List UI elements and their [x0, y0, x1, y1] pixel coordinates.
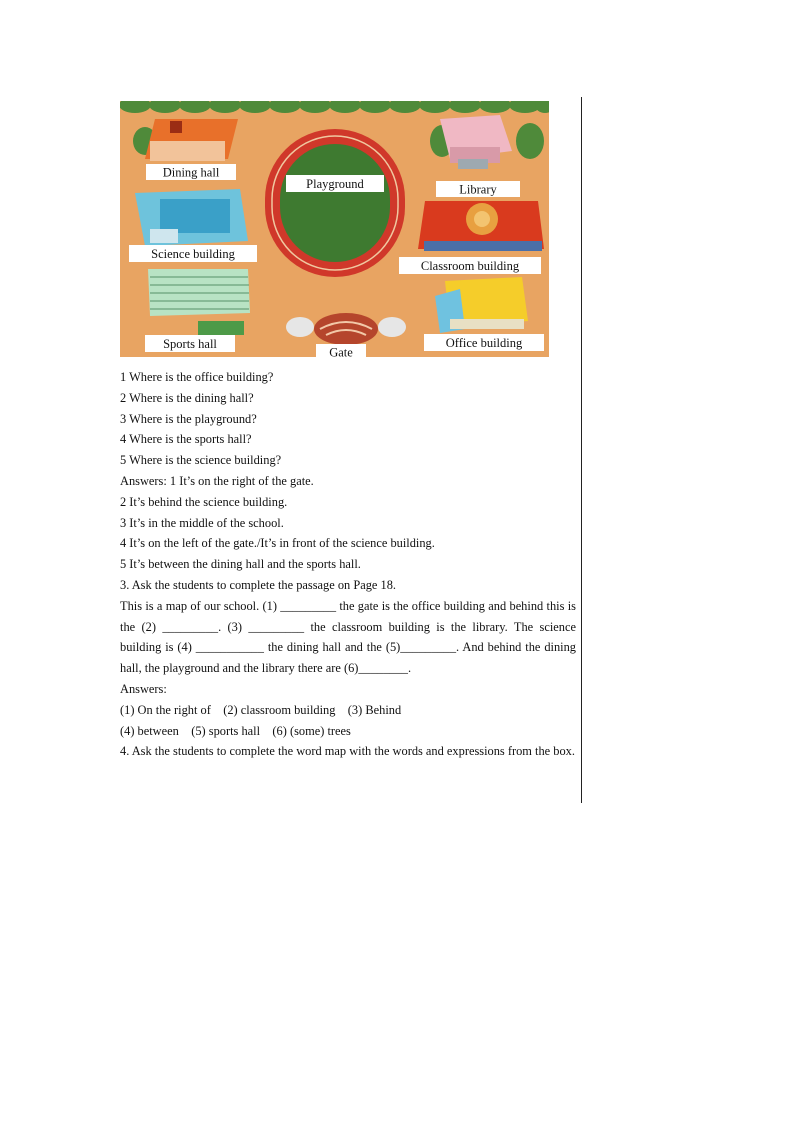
passage-answer: (4) between (5) sports hall (6) (some) trees	[120, 723, 351, 738]
question: 2 Where is the dining hall?	[120, 390, 254, 405]
label-gate: Gate	[329, 345, 353, 357]
question: 1 Where is the office building?	[120, 370, 274, 384]
step-4-instruction: 4. Ask the students to complete the word map with the words and expressions from the box.	[120, 744, 575, 759]
lesson-text	[120, 367, 576, 762]
question: 5 Where is the science building?	[120, 453, 282, 468]
label-science-building: Science building	[151, 247, 235, 261]
label-sports-hall: Sports hall	[163, 337, 217, 351]
passage: This is a map of our school. (1) _________ the gate is the office building and behind this is the (2) _________. (3) _________ the classroom building is the library. The science building is (4) ___________ the dining hall and the (5)_________. And behind the dining hall, the playground and the library there are (6)________.	[120, 598, 576, 676]
answer: 2 It’s behind the science building.	[120, 494, 288, 509]
label-library: Library	[459, 182, 497, 197]
margin-rule	[581, 97, 582, 803]
science-building-shape	[135, 189, 248, 246]
classroom-building-shape	[418, 201, 544, 251]
answer: 4 It’s on the left of the gate./It’s in front of the science building.	[120, 536, 435, 551]
playground-track	[265, 129, 405, 277]
office-building-shape	[435, 277, 528, 333]
answers-heading-1: Answers: 1 It’s on the right of the gate.	[120, 473, 314, 488]
label-classroom-building: Classroom building	[420, 259, 520, 273]
school-map	[120, 101, 549, 357]
label-office-building: Office building	[445, 336, 523, 350]
answer: 5 It’s between the dining hall and the sports hall.	[120, 557, 361, 572]
dining-hall-building	[145, 119, 238, 161]
passage-answer: (1) On the right of (2) classroom building (3) Behind	[120, 702, 402, 717]
label-dining-hall: Dining hall	[162, 165, 220, 180]
answer: 3 It’s in the middle of the school.	[120, 515, 284, 530]
answers-heading-2: Answers:	[120, 681, 167, 696]
label-playground: Playground	[306, 177, 364, 191]
step-3-instruction: 3. Ask the students to complete the passage on Page 18.	[120, 577, 396, 592]
question: 3 Where is the playground?	[120, 411, 257, 426]
question: 4 Where is the sports hall?	[120, 432, 252, 447]
